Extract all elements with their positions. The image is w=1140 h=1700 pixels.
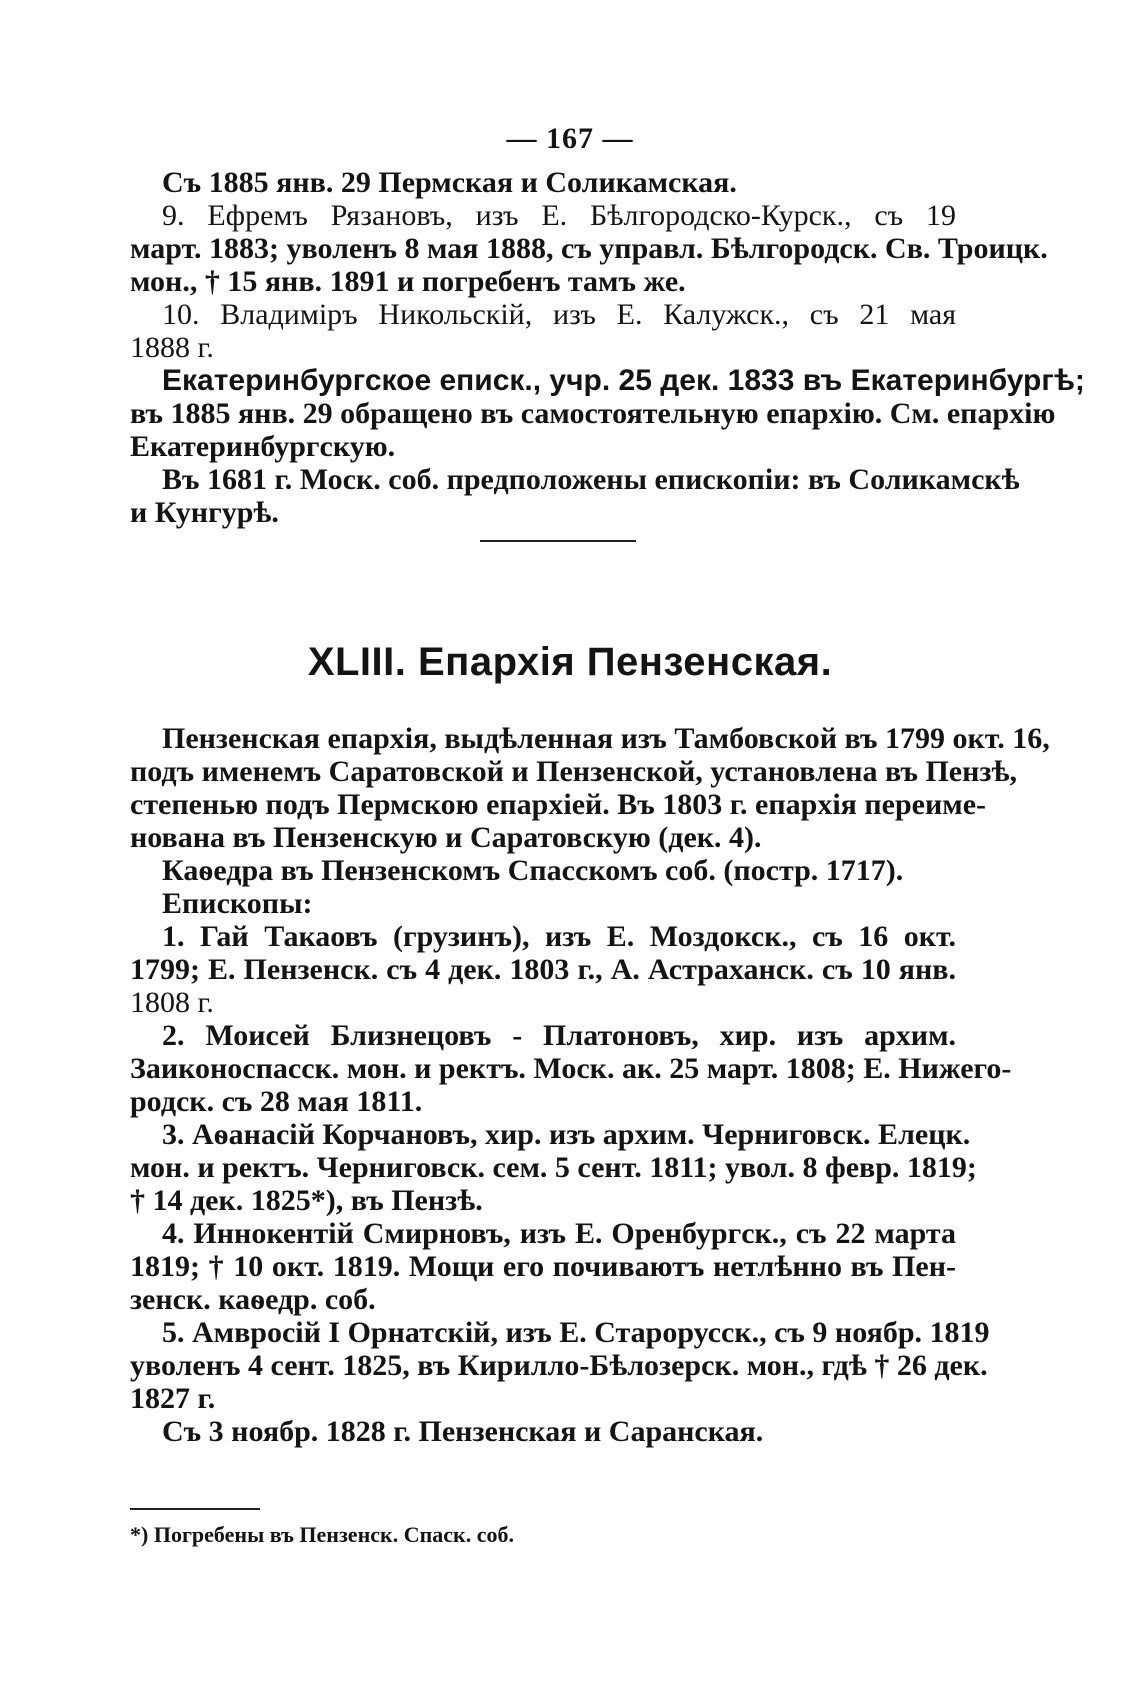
text-line: Екатеринбургскую. <box>130 430 396 463</box>
text-line: подъ именемъ Саратовской и Пензенской, установлена въ Пензѣ, <box>130 755 1017 788</box>
text-line: 1827 г. <box>130 1382 216 1415</box>
text-line: Пензенская епархія, выдѣленная изъ Тамбовской въ 1799 окт. 16, <box>162 722 1050 755</box>
text-line <box>130 199 956 232</box>
footnote-rule <box>130 1508 260 1510</box>
text-line: 5. Амвросій I Орнатскій, изъ Е. Старорусск., съ 9 ноябр. 1819 <box>162 1316 990 1349</box>
section-divider <box>480 540 636 542</box>
text-line <box>130 298 956 331</box>
text-block-perm <box>130 166 1085 529</box>
text-line: Епископы: <box>162 887 313 920</box>
bishop-entry-10: 10. Владиміръ Никольскій, изъ Е. Калужск., съ 21 мая <box>162 298 956 331</box>
text-line: 3. Аѳанасій Корчановъ, хир. изъ архим. Черниговск. Елецк. <box>162 1118 971 1151</box>
text-line: 1819; † 10 окт. 1819. Мощи его почиваютъ нетлѣнно въ Пен- <box>130 1250 956 1283</box>
text-line: 2. Моисей Близнецовъ - Платоновъ, хир. изъ архим. <box>162 1019 956 1052</box>
text-line: † 14 дек. 1825*), въ Пензѣ. <box>130 1184 483 1217</box>
text-line: 1808 г. <box>130 986 214 1019</box>
text-line <box>130 364 1085 397</box>
text-line: 1888 г. <box>130 331 214 364</box>
bishop-entry-9: 9. Ефремъ Рязановъ, изъ Е. Бѣлгородско-Курск., съ 19 <box>162 199 956 232</box>
page-number: — 167 — <box>506 122 634 155</box>
section-heading: XLIII. Епархія Пензенская. <box>307 640 833 684</box>
text-line: нована въ Пензенскую и Саратовскую (дек. 4). <box>130 821 762 854</box>
footnote: *) Погребены въ Пензенск. Спаск. соб. <box>130 1522 514 1547</box>
text-line: 4. Иннокентій Смирновъ, изъ Е. Оренбургск., съ 22 марта <box>162 1217 956 1250</box>
text-line: зенск. каѳедр. соб. <box>130 1283 376 1316</box>
text-block-penza <box>130 722 1050 1448</box>
text-line: родск. съ 28 мая 1811. <box>130 1085 423 1118</box>
text-line: Каѳедра въ Пензенскомъ Спасскомъ соб. (постр. 1717). <box>162 854 904 887</box>
text-line: и Кунгурѣ. <box>130 496 279 529</box>
text-line: мон. и ректъ. Черниговск. сем. 5 сент. 1811; увол. 8 февр. 1819; <box>130 1151 977 1184</box>
ekaterinburg-entry: Екатеринбургское еписк., учр. 25 дек. 1833 въ Екатеринбургѣ; <box>162 364 1085 397</box>
text-line: Заиконоспасск. мон. и ректъ. Моск. ак. 25 март. 1808; Е. Нижего- <box>130 1052 1012 1085</box>
text-line: степенью подъ Пермскою епархіей. Въ 1803 г. епархія переиме- <box>130 788 987 821</box>
text-line: Съ 3 ноябр. 1828 г. Пензенская и Саранская. <box>162 1415 764 1448</box>
text-line: въ 1885 янв. 29 обращено въ самостоятельную епархію. См. епархію <box>130 397 1056 430</box>
text-line: Съ 1885 янв. 29 Пермская и Соликамская. <box>162 166 737 199</box>
text-line: 1. Гай Такаовъ (грузинъ), изъ Е. Моздокск., съ 16 окт. <box>162 920 956 953</box>
text-line: Въ 1681 г. Моск. соб. предположены епископіи: въ Соликамскѣ <box>162 463 1020 496</box>
text-line: мон., † 15 янв. 1891 и погребенъ тамъ же. <box>130 265 686 298</box>
text-line: 1799; Е. Пензенск. съ 4 дек. 1803 г., А. Астраханск. съ 10 янв. <box>130 953 956 986</box>
text-line: уволенъ 4 сент. 1825, въ Кирилло-Бѣлозерск. мон., гдѣ † 26 дек. <box>130 1349 988 1382</box>
text-line: март. 1883; уволенъ 8 мая 1888, съ управл. Бѣлгородск. Св. Троицк. <box>130 232 1048 265</box>
